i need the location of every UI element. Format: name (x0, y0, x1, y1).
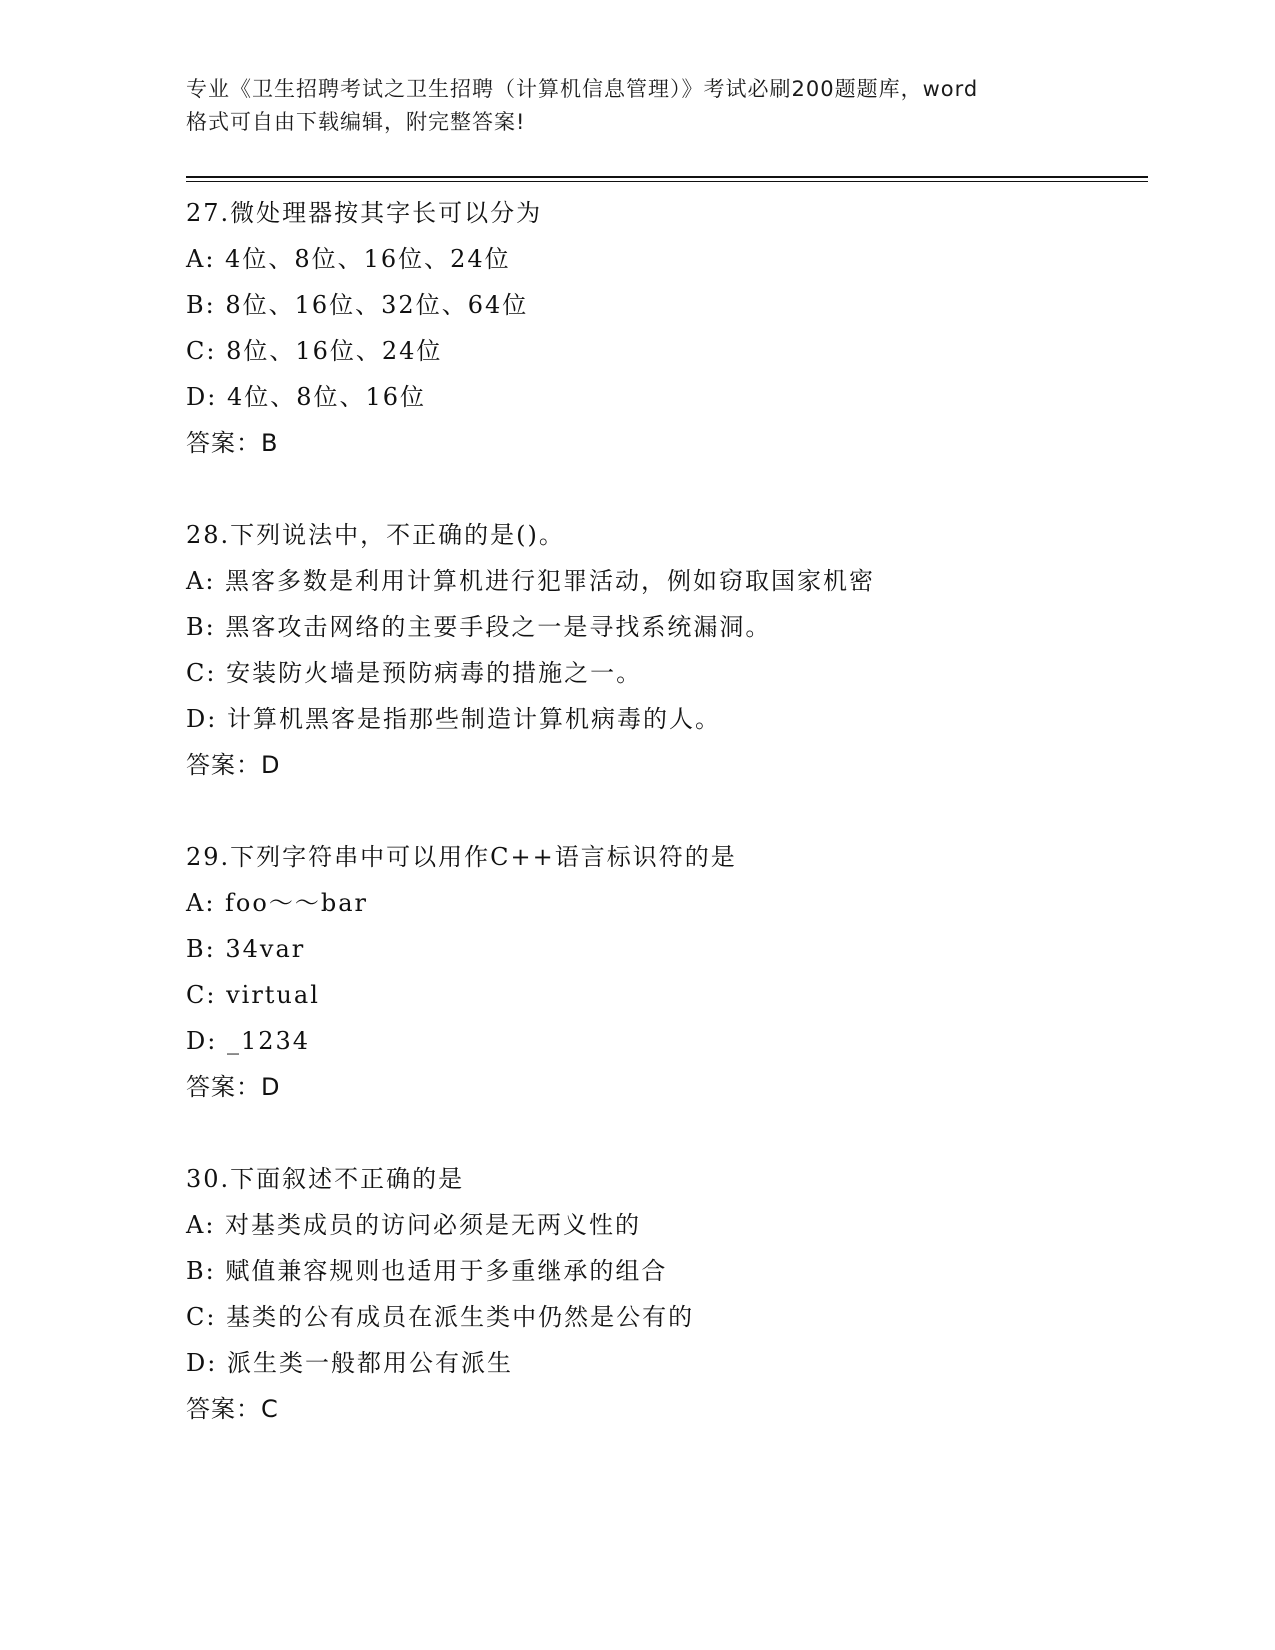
option-b: B: 34var (186, 935, 306, 963)
question-stem: 28.下列说法中，不正确的是()。 (186, 521, 565, 549)
option-b: B: 8位、16位、32位、64位 (186, 291, 529, 319)
answer-label: 答案：D (186, 1073, 281, 1101)
option-d: D: 派生类一般都用公有派生 (186, 1349, 513, 1377)
option-c: C: 安装防火墙是预防病毒的措施之一。 (186, 659, 643, 687)
option-c: C: 8位、16位、24位 (186, 337, 443, 365)
question-29 (186, 834, 1146, 1110)
option-a: A: 对基类成员的访问必须是无两义性的 (186, 1211, 642, 1239)
option-a: A: 4位、8位、16位、24位 (186, 245, 511, 273)
question-stem: 29.下列字符串中可以用作C++语言标识符的是 (186, 843, 737, 871)
question-stem: 30.下面叙述不正确的是 (186, 1165, 465, 1193)
option-a: A: foo～～bar (186, 889, 368, 917)
option-b: B: 黑客攻击网络的主要手段之一是寻找系统漏洞。 (186, 613, 772, 641)
header-rule-thick (186, 176, 1148, 178)
answer-label: 答案：B (186, 429, 279, 457)
option-a: A: 黑客多数是利用计算机进行犯罪活动，例如窃取国家机密 (186, 567, 876, 595)
question-27 (186, 190, 1146, 466)
answer-label: 答案：D (186, 751, 281, 779)
option-c: C: virtual (186, 981, 320, 1009)
option-b: B: 赋值兼容规则也适用于多重继承的组合 (186, 1257, 668, 1285)
option-c: C: 基类的公有成员在派生类中仍然是公有的 (186, 1303, 695, 1331)
question-28 (186, 512, 1146, 788)
header-line-2: 格式可自由下载编辑，附完整答案! (186, 110, 526, 134)
question-stem: 27.微处理器按其字长可以分为 (186, 199, 543, 227)
header-rule-thin (186, 181, 1148, 182)
option-d: D: _1234 (186, 1027, 311, 1055)
option-d: D: 计算机黑客是指那些制造计算机病毒的人。 (186, 705, 721, 733)
answer-label: 答案：C (186, 1395, 279, 1423)
question-30 (186, 1156, 1146, 1432)
question-list (186, 190, 1146, 1478)
header-line-1: 专业《卫生招聘考试之卫生招聘（计算机信息管理）》考试必刷200题题库，word (186, 77, 979, 101)
document-header (186, 73, 1086, 139)
option-d: D: 4位、8位、16位 (186, 383, 427, 411)
